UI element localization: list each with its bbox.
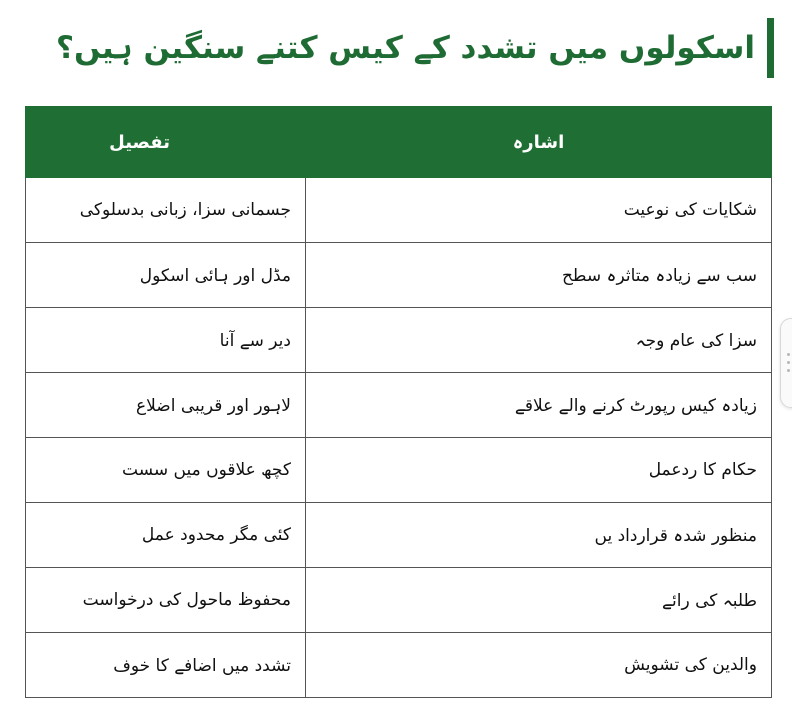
table-row <box>26 308 772 373</box>
detail-cell: کئی مگر محدود عمل <box>26 503 306 568</box>
detail-cell: لاہور اور قریبی اضلاع <box>26 373 306 438</box>
table-row <box>26 568 772 633</box>
handle-dot-icon <box>787 369 790 372</box>
indicator-cell: طلبہ کی رائے <box>306 568 772 633</box>
side-scroll-handle[interactable] <box>780 318 792 408</box>
detail-cell: مڈل اور ہائی اسکول <box>26 243 306 308</box>
header-detail: تفصیل <box>26 107 306 178</box>
detail-cell: تشدد میں اضافے کا خوف <box>26 633 306 698</box>
detail-cell: کچھ علاقوں میں سست <box>26 438 306 503</box>
indicator-cell: حکام کا ردعمل <box>306 438 772 503</box>
info-table <box>25 106 772 698</box>
handle-dot-icon <box>787 361 790 364</box>
table-row <box>26 438 772 503</box>
indicator-cell: سب سے زیادہ متاثرہ سطح <box>306 243 772 308</box>
table-row <box>26 633 772 698</box>
table-header-row <box>26 107 772 178</box>
detail-cell: محفوظ ماحول کی درخواست <box>26 568 306 633</box>
header-indicator: اشارہ <box>306 107 772 178</box>
table-row <box>26 243 772 308</box>
page-header <box>56 18 774 78</box>
detail-cell: جسمانی سزا، زبانی بدسلوکی <box>26 178 306 243</box>
table-row <box>26 503 772 568</box>
indicator-cell: شکایات کی نوعیت <box>306 178 772 243</box>
indicator-cell: والدین کی تشویش <box>306 633 772 698</box>
detail-cell: دیر سے آنا <box>26 308 306 373</box>
table-row <box>26 178 772 243</box>
title-accent-bar <box>767 18 774 78</box>
handle-dot-icon <box>787 353 790 356</box>
page-title: اسکولوں میں تشدد کے کیس کتنے سنگین ہیں؟ <box>55 29 755 66</box>
indicator-cell: سزا کی عام وجہ <box>306 308 772 373</box>
indicator-cell: منظور شدہ قرارداد یں <box>306 503 772 568</box>
indicator-cell: زیادہ کیس رپورٹ کرنے والے علاقے <box>306 373 772 438</box>
table-row <box>26 373 772 438</box>
